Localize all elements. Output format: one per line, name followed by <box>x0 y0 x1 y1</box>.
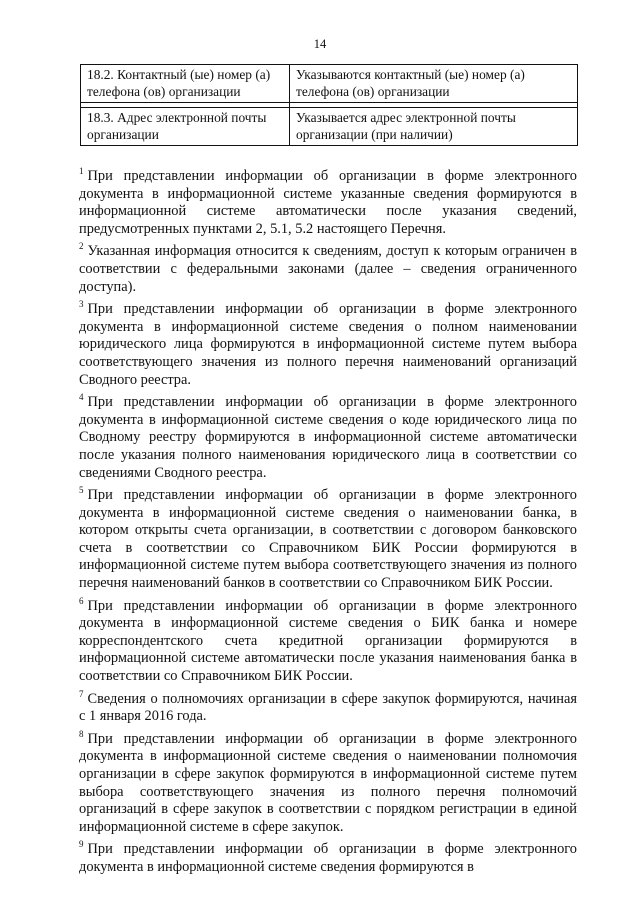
table-cell-field: 18.2. Контактный (ые) номер (а) телефона (ов) организации <box>81 65 290 103</box>
table-cell-field: 18.3. Адрес электронной почты организации <box>81 108 290 146</box>
footnote-mark: 1 <box>79 166 84 176</box>
fields-table <box>80 64 578 146</box>
footnote-mark: 2 <box>79 241 84 252</box>
footnote-text: При представлении информации об организации в форме электронного документа в информационной системе сведения о наименовании полномочия организации в сфере закупок формируются в информационной системе путем выбора соответствующего значения из полного перечня полномочий организаций в сфере закупок в соответствии с порядком регистрации в единой информационной системе в сфере закупок. <box>79 730 577 835</box>
footnote <box>79 296 577 389</box>
footnote-text: При представлении информации об организации в форме электронного документа в информационной системе сведения о БИК банка и номере корреспондентского счета кредитной организации формируются в информационной системе автоматически после указания наименования банка в соответствии со Справочником БИК России. <box>79 597 577 685</box>
footnote <box>79 482 577 593</box>
footnote-mark: 6 <box>79 595 84 606</box>
footnote-mark: 4 <box>79 392 84 403</box>
footnote-text: Сведения о полномочиях организации в сфере закупок формируются, начиная с 1 января 2016 года. <box>79 690 577 725</box>
footnote <box>79 163 577 238</box>
table-cell-description: Указывается адрес электронной почты организации (при наличии) <box>290 108 578 146</box>
footnote-mark: 3 <box>79 299 84 310</box>
footnote-text: При представлении информации об организации в форме электронного документа в информационной системе указанные сведения формируются в информационной системе автоматически после указания сведений, предусмотренных пунктами 2, 5.1, 5.2 настоящего Перечня. <box>79 168 577 237</box>
footnote <box>79 389 577 482</box>
footnote-text: Указанная информация относится к сведениям, доступ к которым ограничен в соответствии с федеральными законами (далее – сведения ограниченного доступа). <box>79 243 577 295</box>
footnote-text: При представлении информации об организации в форме электронного документа в информационной системе сведения о полном наименовании юридического лица формируются в информационной системе путем выбора соответствующего значения из полного перечня наименований организаций Сводного реестра. <box>79 301 577 388</box>
footnote <box>79 593 577 686</box>
footnote <box>79 686 577 726</box>
footnote <box>79 238 577 296</box>
footnote-mark: 8 <box>79 728 84 739</box>
footnote <box>79 726 577 837</box>
page-number: 14 <box>313 37 327 51</box>
footnotes <box>79 163 577 877</box>
footnote-text: При представлении информации об организации в форме электронного документа в информационной системе сведения о наименовании банка, в котором открыты счета организации, в соответствии с договором банковского счета в соответствии со Справочником БИК России формируются в информационной системе путем выбора соответствующего значения из полного перечня наименований банков в соответствии со Справочником БИК России. <box>79 487 577 592</box>
footnote-text: При представлении информации об организации в форме электронного документа в информационной системе сведения о коде юридического лица по Сводному реестру формируются в информационной системе автоматически после указания полного наименования юридического лица в соответствии со сведениями Сводного реестра. <box>79 394 577 481</box>
footnote-mark: 5 <box>79 485 84 496</box>
footnote-text: При представлении информации об организации в форме электронного документа в информационной системе сведения формируются в <box>79 841 577 875</box>
footnote-mark: 7 <box>79 688 84 699</box>
table-row <box>81 108 578 146</box>
table-cell-description: Указываются контактный (ые) номер (а) телефона (ов) организации <box>290 65 578 103</box>
table-row <box>81 65 578 103</box>
footnote-mark: 9 <box>79 839 84 850</box>
footnote <box>79 836 577 876</box>
